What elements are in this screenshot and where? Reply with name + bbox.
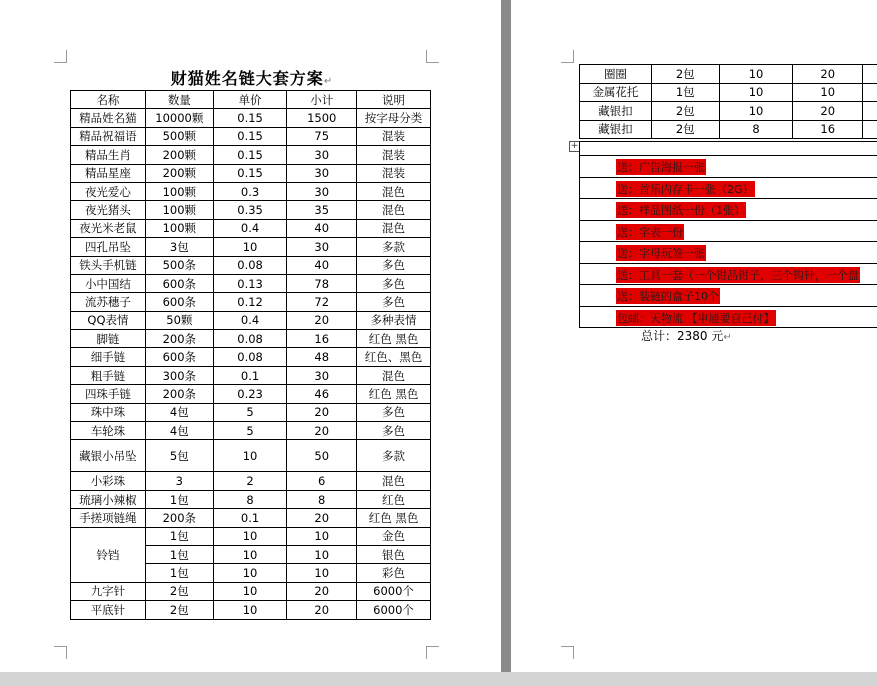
table-cell: 单价: [213, 91, 287, 109]
table-cell: 10: [719, 65, 793, 84]
table-cell: 0.4: [213, 219, 287, 237]
table-row: [71, 472, 431, 490]
table-cell: 0.1: [213, 509, 287, 527]
table-row: [71, 490, 431, 508]
table-cell: 彩色: [357, 564, 431, 582]
table-cell: 600条: [145, 293, 213, 311]
table-cell: 夜光爱心: [71, 182, 146, 200]
main-price-table: [70, 90, 431, 620]
table-cell: 6: [287, 472, 357, 490]
table-cell: 四孔吊坠: [71, 238, 146, 256]
table-cell: 0.12: [213, 293, 287, 311]
table-row: [71, 201, 431, 219]
table-cell: 20: [287, 311, 357, 329]
table-cell: 4包: [145, 422, 213, 440]
table-row: [71, 385, 431, 403]
table-cell: 金色: [357, 527, 431, 545]
table-cell: 0.4: [213, 311, 287, 329]
table-cell: 20: [287, 582, 357, 600]
table-cell: 10: [719, 102, 793, 121]
grand-total: 总计：2380 元↵: [641, 329, 732, 343]
table-cell: 600条: [145, 348, 213, 366]
table-cell: 九字针: [71, 582, 146, 600]
table-cell: 四珠手链: [71, 385, 146, 403]
table-cell: 200条: [145, 385, 213, 403]
table-cell: 1包: [651, 83, 719, 102]
table-cell: 车轮珠: [71, 422, 146, 440]
table-cell: 100颗: [145, 201, 213, 219]
table-cell: 0.23: [213, 385, 287, 403]
table-row: [71, 182, 431, 200]
table-cell: 0.3: [213, 182, 287, 200]
table-cell: 0.1: [213, 366, 287, 384]
table-cell: 按字母分类: [357, 109, 431, 127]
table-cell: 1包: [145, 564, 213, 582]
table-cell: 0.08: [213, 330, 287, 348]
table-cell: 75: [287, 127, 357, 145]
table-cell: 说明: [357, 91, 431, 109]
table-cell: 细手链: [71, 348, 146, 366]
note-row-empty: [580, 142, 877, 156]
table-cell: 琉璃小辣椒: [71, 490, 146, 508]
table-cell: 6000个: [357, 582, 431, 600]
table-cell: [863, 83, 877, 102]
table-row: [71, 440, 431, 472]
table-cell: 20: [793, 65, 863, 84]
crop-mark-bottom-left: [54, 646, 67, 659]
table-row: [71, 91, 431, 109]
table-cell: 小彩珠: [71, 472, 146, 490]
table-row: [71, 238, 431, 256]
table-cell: 200颗: [145, 164, 213, 182]
table-cell: 3: [145, 472, 213, 490]
table-cell: 混色: [357, 472, 431, 490]
table-cell: 10: [213, 582, 287, 600]
table-cell: 10: [287, 564, 357, 582]
document-title: 财猫姓名链大套方案↵: [170, 69, 334, 88]
table-cell: 混色: [357, 366, 431, 384]
table-cell: 5包: [145, 440, 213, 472]
horizontal-scrollbar[interactable]: [0, 672, 877, 686]
table-cell: 100颗: [145, 219, 213, 237]
table-row: [71, 127, 431, 145]
table-cell: 0.15: [213, 109, 287, 127]
table-cell: 多款: [357, 238, 431, 256]
table-cell: 多色: [357, 403, 431, 421]
highlighted-note-text: 送：装链的盒子10个: [617, 290, 719, 303]
table-cell: 藏银小吊坠: [71, 440, 146, 472]
table-cell: 名称: [71, 91, 146, 109]
table-row: [71, 274, 431, 292]
crop-mark-top-left: [561, 50, 574, 63]
table-cell: 10: [213, 238, 287, 256]
table-cell: 0.15: [213, 127, 287, 145]
table-cell: 1包: [145, 545, 213, 563]
table-row: [71, 164, 431, 182]
table-cell: 红色 黑色: [357, 385, 431, 403]
page-gap: [501, 0, 511, 672]
table-cell: 10: [719, 83, 793, 102]
table-cell: 16: [793, 120, 863, 139]
table-cell: 流苏穗子: [71, 293, 146, 311]
table-cell: 50: [287, 440, 357, 472]
table-cell: 红色: [357, 490, 431, 508]
note-row: [580, 285, 877, 307]
table-row: [71, 256, 431, 274]
table-cell: 金属花托: [580, 83, 652, 102]
table-cell: 红色 黑色: [357, 330, 431, 348]
table-row: [71, 146, 431, 164]
table-cell: 0.08: [213, 348, 287, 366]
table-cell: 6000个: [357, 601, 431, 619]
table-cell: 30: [287, 366, 357, 384]
table-cell: 500颗: [145, 127, 213, 145]
table-cell: 混装: [357, 146, 431, 164]
highlighted-note-text: 送：首乐内存卡一张（2G）: [617, 182, 754, 196]
table-cell: 20: [287, 403, 357, 421]
highlighted-note-text: 送：字母玩签一张: [617, 247, 705, 260]
table-cell: 精品祝福语: [71, 127, 146, 145]
table-cell: 2包: [145, 601, 213, 619]
table-cell: 1500: [287, 109, 357, 127]
table-cell: 藏银扣: [580, 120, 652, 139]
table-row: [580, 83, 877, 102]
table-cell: 0.08: [213, 256, 287, 274]
table-cell: 30: [287, 238, 357, 256]
table-cell: 40: [287, 256, 357, 274]
table-cell: 10000颗: [145, 109, 213, 127]
table-cell: 0.15: [213, 164, 287, 182]
table-row: [71, 527, 431, 545]
table-cell: 混色: [357, 201, 431, 219]
table-cell: [863, 120, 877, 139]
table-cell: 小中国结: [71, 274, 146, 292]
table-cell: 混装: [357, 127, 431, 145]
table-cell: 藏银扣: [580, 102, 652, 121]
table-row: [71, 601, 431, 619]
table-cell: 20: [287, 601, 357, 619]
gift-notes-table: [579, 141, 877, 328]
table-cell: 混色: [357, 219, 431, 237]
table-row: [71, 219, 431, 237]
table-cell: 多色: [357, 422, 431, 440]
note-row: [580, 307, 877, 328]
table-cell: 30: [287, 146, 357, 164]
table-cell: 40: [287, 219, 357, 237]
table-cell: 10: [287, 545, 357, 563]
table-cell: 0.35: [213, 201, 287, 219]
note-row: [580, 178, 877, 200]
table-cell: 混装: [357, 164, 431, 182]
table-row: [71, 422, 431, 440]
table-cell: 30: [287, 164, 357, 182]
table-cell: 2包: [651, 120, 719, 139]
table-cell: 200颗: [145, 146, 213, 164]
table-cell: 粗手链: [71, 366, 146, 384]
crop-mark-bottom-right: [426, 646, 439, 659]
table-cell: 100颗: [145, 182, 213, 200]
table-cell: 银色: [357, 545, 431, 563]
table-cell: 平底针: [71, 601, 146, 619]
table-cell: 多色: [357, 293, 431, 311]
table-cell: 多色: [357, 256, 431, 274]
table-cell: 200条: [145, 509, 213, 527]
continued-price-table: [579, 64, 877, 139]
table-row: [580, 120, 877, 139]
note-row: [580, 242, 877, 264]
table-cell: 精品星座: [71, 164, 146, 182]
table-cell: 4包: [145, 403, 213, 421]
note-row: [580, 156, 877, 178]
table-cell: 8: [287, 490, 357, 508]
table-cell: 200条: [145, 330, 213, 348]
table-cell: 圈圈: [580, 65, 652, 84]
table-cell: 数量: [145, 91, 213, 109]
table-cell: 脚链: [71, 330, 146, 348]
table-cell: 2包: [651, 65, 719, 84]
table-cell: 1包: [145, 490, 213, 508]
table-cell: 10: [213, 440, 287, 472]
table-cell: 8: [719, 120, 793, 139]
table-cell: 8: [213, 490, 287, 508]
table-cell: 小计: [287, 91, 357, 109]
table-cell: 5: [213, 422, 287, 440]
table-cell: 红色 黑色: [357, 509, 431, 527]
table-cell: [863, 65, 877, 84]
table-cell: [863, 102, 877, 121]
table-cell: 16: [287, 330, 357, 348]
table-row: [580, 102, 877, 121]
table-cell: 多色: [357, 274, 431, 292]
table-cell: 2: [213, 472, 287, 490]
table-cell: 20: [287, 509, 357, 527]
table-cell: 夜光米老鼠: [71, 219, 146, 237]
table-cell: 2包: [145, 582, 213, 600]
crop-mark-top-left: [54, 50, 67, 63]
table-move-handle-icon[interactable]: +: [570, 141, 579, 151]
table-row: [71, 366, 431, 384]
table-cell: 10: [213, 564, 287, 582]
table-cell: 红色、黑色: [357, 348, 431, 366]
table-cell: 48: [287, 348, 357, 366]
table-row: [71, 582, 431, 600]
table-cell: 50颗: [145, 311, 213, 329]
highlighted-note-text: 包邮：天物流 【申通要自己付】: [617, 311, 775, 325]
table-row: [580, 65, 877, 84]
note-row: [580, 221, 877, 243]
table-cell: 精品生肖: [71, 146, 146, 164]
table-cell: 0.15: [213, 146, 287, 164]
crop-mark-bottom-left: [561, 646, 574, 659]
table-cell: 10: [793, 83, 863, 102]
table-cell: 夜光猪头: [71, 201, 146, 219]
table-cell: 2包: [651, 102, 719, 121]
table-cell: 35: [287, 201, 357, 219]
table-cell: 精品姓名猫: [71, 109, 146, 127]
table-row: [71, 403, 431, 421]
table-cell: 600条: [145, 274, 213, 292]
table-cell: 多款: [357, 440, 431, 472]
document-page-2: [511, 0, 877, 672]
table-cell: QQ表情: [71, 311, 146, 329]
table-cell: 0.13: [213, 274, 287, 292]
table-cell: 铃铛: [71, 527, 146, 582]
table-row: [71, 509, 431, 527]
table-cell: 多种表情: [357, 311, 431, 329]
table-cell: 10: [213, 527, 287, 545]
table-cell: 78: [287, 274, 357, 292]
table-cell: 72: [287, 293, 357, 311]
table-cell: 珠中珠: [71, 403, 146, 421]
highlighted-note-text: 送：样品图纸一份（1张）: [617, 204, 745, 217]
table-cell: 混色: [357, 182, 431, 200]
table-row: [71, 293, 431, 311]
highlighted-note-text: 送：工具一套（一个钳品钳子，三个钩针，一个盘: [617, 268, 859, 282]
table-cell: 20: [287, 422, 357, 440]
highlighted-note-text: 送：字表一份: [617, 225, 683, 239]
table-cell: 500条: [145, 256, 213, 274]
table-row: [71, 330, 431, 348]
note-row: [580, 264, 877, 286]
table-cell: 10: [287, 527, 357, 545]
note-row: [580, 199, 877, 221]
highlighted-note-text: 送：广告海报一张: [617, 161, 705, 174]
table-row: [71, 311, 431, 329]
table-cell: 30: [287, 182, 357, 200]
table-cell: 手搓项链绳: [71, 509, 146, 527]
table-cell: 46: [287, 385, 357, 403]
table-cell: 铁头手机链: [71, 256, 146, 274]
table-cell: 3包: [145, 238, 213, 256]
table-cell: 300条: [145, 366, 213, 384]
table-cell: 20: [793, 102, 863, 121]
table-cell: 1包: [145, 527, 213, 545]
crop-mark-top-right: [426, 50, 439, 63]
table-row: [71, 348, 431, 366]
table-row: [71, 109, 431, 127]
table-cell: 10: [213, 545, 287, 563]
table-cell: 5: [213, 403, 287, 421]
table-cell: 10: [213, 601, 287, 619]
